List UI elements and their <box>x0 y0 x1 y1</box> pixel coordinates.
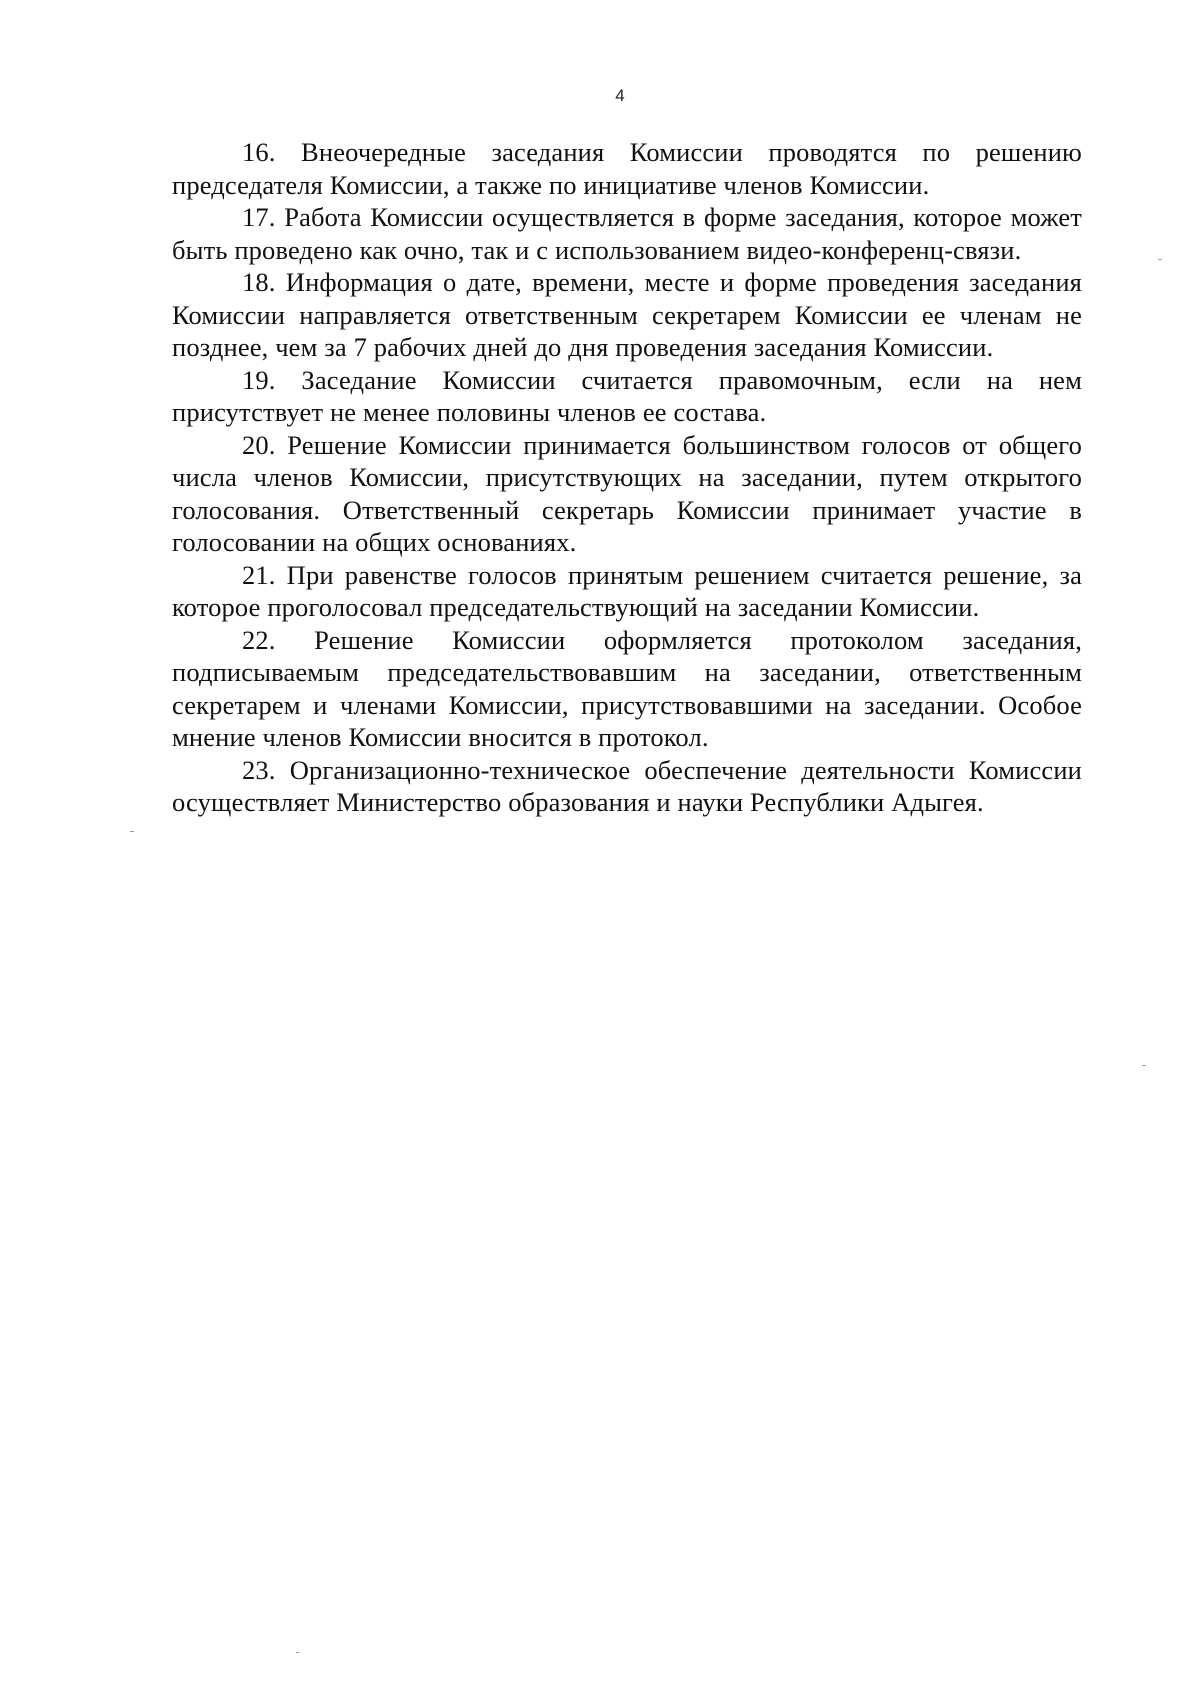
paragraph-23: 23. Организационно-техническое обеспечение деятельности Комиссии осуществляет Министерство образования и науки Республики Адыгея. <box>172 754 1082 817</box>
paragraph-22: 22. Решение Комиссии оформляется протоколом заседания, подписываемым председательствовавшим на заседании, ответственным секретарем и членами Комиссии, присутствовавшими на заседании. Особое мнение членов Комиссии вносится в протокол. <box>172 624 1082 752</box>
scan-speck <box>1142 1065 1146 1066</box>
paragraph-18: 18. Информация о дате, времени, месте и форме проведения заседания Комиссии направляется ответственным секретарем Комиссии ее членам не позднее, чем за 7 рабочих дней до дня проведения заседания Комиссии. <box>172 267 1082 362</box>
paragraph-21: 21. При равенстве голосов принятым решением считается решение, за которое проголосовал председательствующий на заседании Комиссии. <box>172 559 1082 622</box>
document-body <box>172 136 1082 819</box>
paragraph-17: 17. Работа Комиссии осуществляется в форме заседания, которое может быть проведено как очно, так и с использованием видео-конференц-связи. <box>172 202 1082 265</box>
paragraph-20: 20. Решение Комиссии принимается большинством голосов от общего числа членов Комиссии, присутствующих на заседании, путем открытого голосования. Ответственный секретарь Комиссии принимает участие в голосовании на общих основаниях. <box>172 429 1082 557</box>
scan-speck <box>296 1652 299 1653</box>
page-number: 4 <box>615 86 625 105</box>
scan-speck <box>130 831 134 832</box>
scan-speck <box>1158 259 1162 260</box>
paragraph-16: 16. Внеочередные заседания Комиссии проводятся по решению председателя Комиссии, а также по инициативе членов Комиссии. <box>172 137 1082 200</box>
paragraph-19: 19. Заседание Комиссии считается правомочным, если на нем присутствует не менее половины членов ее состава. <box>172 364 1082 427</box>
